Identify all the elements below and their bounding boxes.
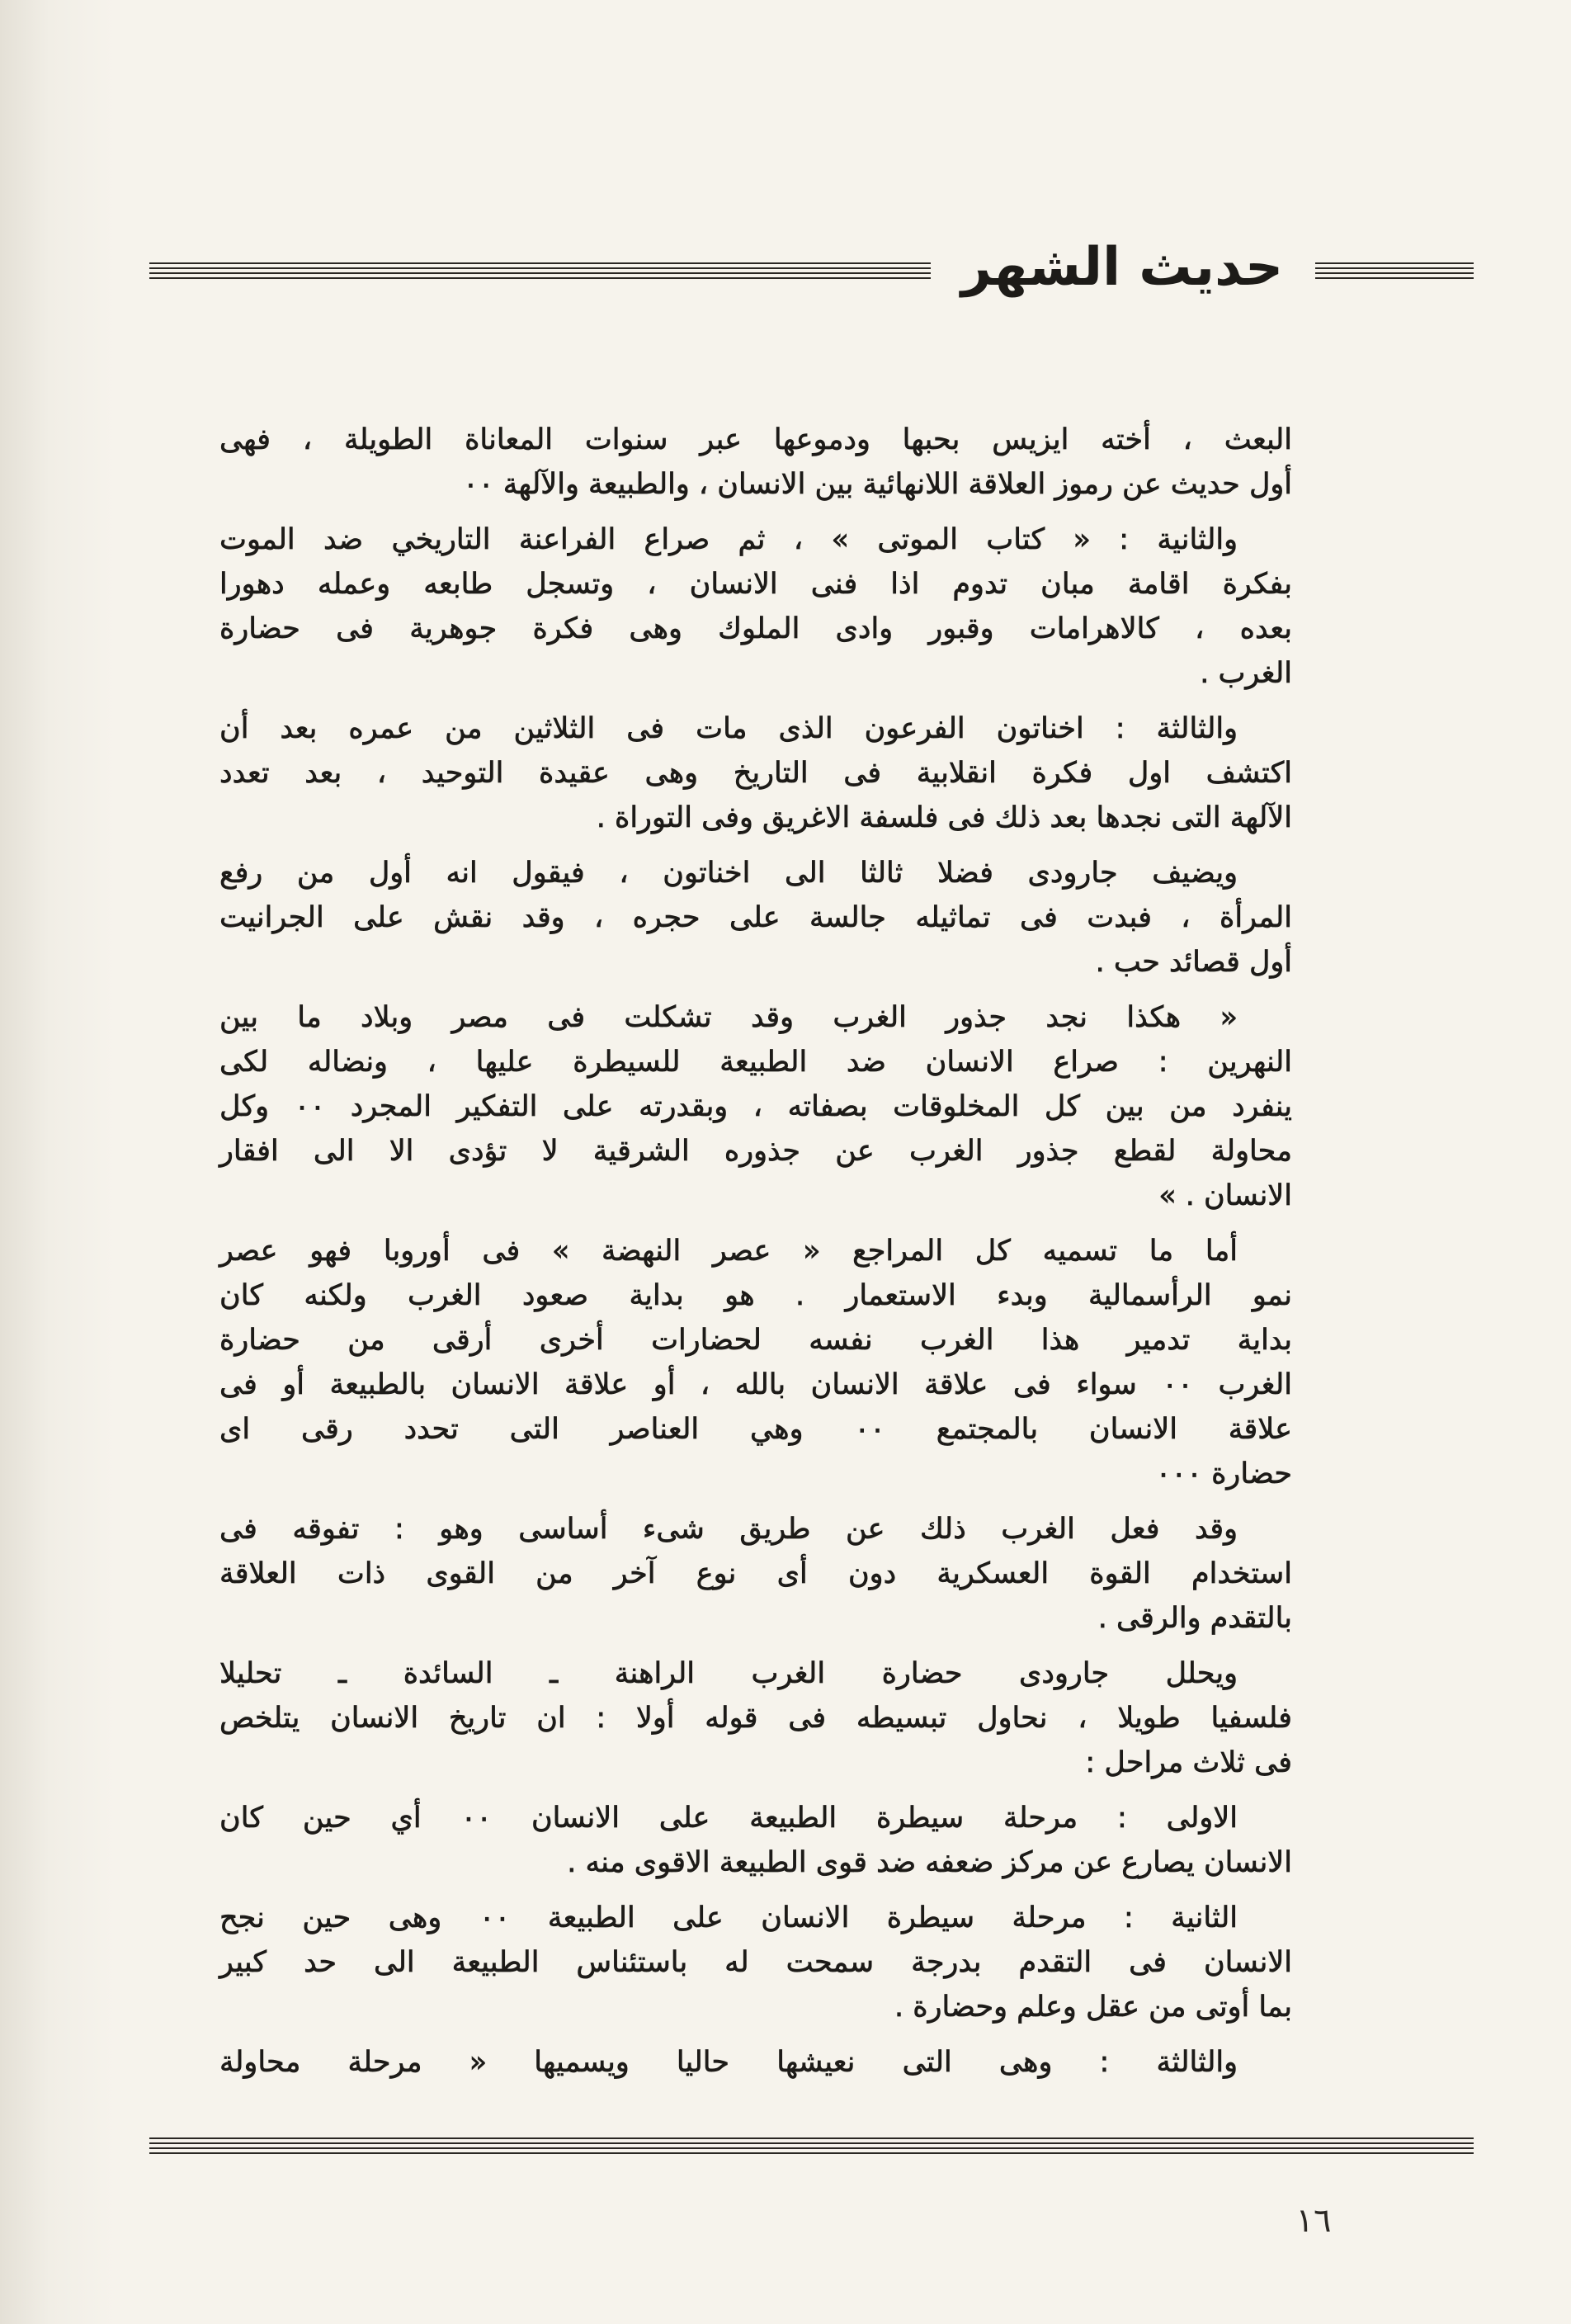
paragraph: [219, 1896, 1292, 2029]
paragraph: [219, 1507, 1292, 1641]
text-line: المرأة ، فبدت فى تماثيله جالسة على حجره ، وقد نقش على الجرانيت: [219, 901, 1292, 934]
paragraph: [219, 517, 1292, 696]
paragraph: [219, 2040, 1292, 2085]
text-line: أول حديث عن رموز العلاقة اللانهائية بين الانسان ، والطبيعة والآلهة ٠٠: [462, 468, 1292, 501]
header-rule-left: [149, 262, 931, 281]
article-body: [219, 418, 1292, 2085]
text-line: الانسان . »: [1158, 1179, 1292, 1212]
text-line: الغرب .: [1200, 657, 1292, 690]
text-line: استخدام القوة العسكرية دون أى نوع آخر من القوى ذات العلاقة: [219, 1557, 1292, 1590]
text-line: بالتقدم والرقى .: [1097, 1602, 1292, 1635]
text-line: ينفرد من بين كل المخلوقات بصفاته ، وبقدرته على التفكير المجرد ٠٠ وكل: [219, 1090, 1292, 1123]
text-line: بداية تدمير هذا الغرب نفسه لحضارات أخرى أرقى من حضارة: [219, 1324, 1292, 1357]
text-line: أما ما تسميه كل المراجع « عصر النهضة » فى أوروبا فهو عصر: [219, 1235, 1238, 1268]
text-line: محاولة لقطع جذور الغرب عن جذوره الشرقية لا تؤدى الا الى افقار: [219, 1135, 1292, 1168]
text-line: والثالثة : اخناتون الفرعون الذى مات فى الثلاثين من عمره بعد أن: [219, 712, 1238, 745]
page-number: ١٦: [1295, 2202, 1332, 2240]
text-line: علاقة الانسان بالمجتمع ٠٠ وهي العناصر التى تحدد رقى اى: [219, 1413, 1292, 1446]
text-line: والثانية : « كتاب الموتى » ، ثم صراع الفراعنة التاريخي ضد الموت: [219, 523, 1238, 556]
text-line: ويضيف جارودى فضلا ثالثا الى اخناتون ، فيقول انه أول من رفع: [219, 857, 1238, 890]
text-line: « هكذا نجد جذور الغرب وقد تشكلت فى مصر وبلاد ما بين: [219, 1001, 1238, 1034]
paragraph: [219, 1796, 1292, 1885]
text-line: الآلهة التى نجدها بعد ذلك فى فلسفة الاغريق وفى التوراة .: [596, 801, 1292, 834]
text-line: بفكرة اقامة مبان تدوم اذا فنى الانسان ، وتسجل طابعه وعمله دهورا: [219, 568, 1292, 601]
paragraph: [219, 1229, 1292, 1496]
text-line: وقد فعل الغرب ذلك عن طريق شىء أساسى وهو : تفوقه فى: [219, 1513, 1238, 1546]
text-line: فى ثلاث مراحل :: [1085, 1746, 1292, 1779]
paragraph: [219, 995, 1292, 1218]
text-line: الانسان فى التقدم بدرجة سمحت له باستئناس الطبيعة الى حد كبير: [219, 1946, 1292, 1979]
text-line: نمو الرأسمالية وبدء الاستعمار . هو بداية صعود الغرب ولكنه كان: [219, 1279, 1292, 1312]
text-line: الانسان يصارع عن مركز ضعفه ضد قوى الطبيعة الاقوى منه .: [567, 1846, 1292, 1879]
text-line: حضارة ٠٠٠: [1155, 1457, 1292, 1490]
text-line: بما أوتى من عقل وعلم وحضارة .: [894, 1991, 1292, 2024]
text-line: فلسفيا طويلا ، نحاول تبسيطه فى قوله أولا : ان تاريخ الانسان يتلخص: [219, 1702, 1292, 1735]
text-line: أول قصائد حب .: [1095, 946, 1292, 979]
header-title: حديث الشهر: [960, 237, 1284, 298]
text-line: النهرين : صراع الانسان ضد الطبيعة للسيطرة عليها ، ونضاله لكى: [219, 1046, 1292, 1079]
text-line: اكتشف اول فكرة انقلابية فى التاريخ وهى عقيدة التوحيد ، بعد تعدد: [219, 757, 1292, 790]
text-line: الاولى : مرحلة سيطرة الطبيعة على الانسان ٠٠ أي حين كان: [219, 1802, 1238, 1835]
header-rule-right: [1315, 262, 1474, 281]
text-line: البعث ، أخته ايزيس بحبها ودموعها عبر سنوات المعاناة الطويلة ، فهى: [219, 423, 1292, 456]
text-line: الثانية : مرحلة سيطرة الانسان على الطبيعة ٠٠ وهى حين نجح: [219, 1901, 1238, 1934]
paragraph: [219, 1651, 1292, 1785]
text-line: الغرب ٠٠ سواء فى علاقة الانسان بالله ، أو علاقة الانسان بالطبيعة أو فى: [219, 1368, 1292, 1401]
text-line: ويحلل جارودى حضارة الغرب الراهنة ـ السائدة ـ تحليلا: [219, 1657, 1238, 1690]
paragraph: [219, 418, 1292, 507]
footer-rule: [149, 2137, 1474, 2156]
text-line: بعده ، كالاهرامات وقبور وادى الملوك وهى فكرة جوهرية فى حضارة: [219, 612, 1292, 645]
paragraph: [219, 706, 1292, 840]
text-line: والثالثة : وهى التى نعيشها حاليا ويسميها « مرحلة محاولة: [219, 2046, 1238, 2079]
paragraph: [219, 851, 1292, 985]
